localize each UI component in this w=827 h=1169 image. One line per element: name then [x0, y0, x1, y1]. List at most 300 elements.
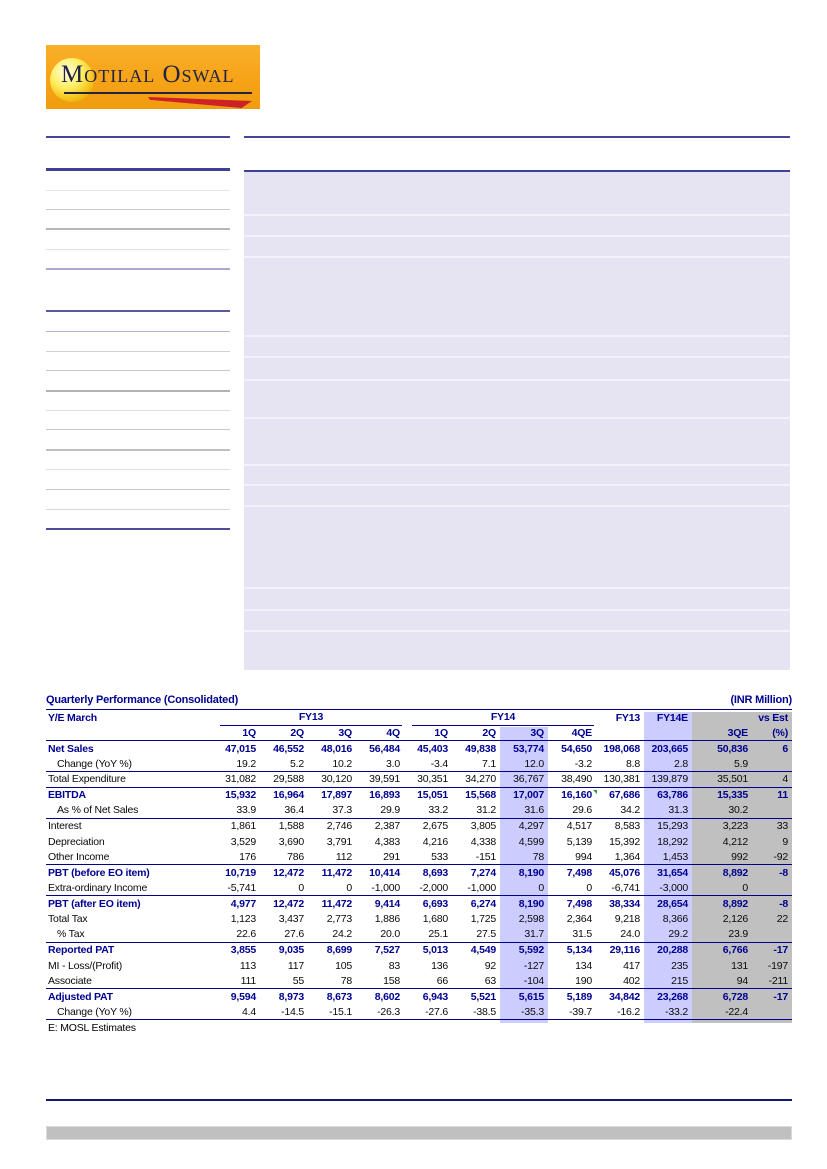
redacted-line: [46, 190, 230, 191]
value-cell: 46,552: [273, 742, 304, 755]
value-cell: 31.6: [524, 804, 544, 817]
value-cell: 35,501: [717, 773, 748, 786]
value-cell: 2,675: [422, 820, 448, 833]
value-cell: 29.6: [572, 804, 592, 817]
value-cell: 8,699: [326, 944, 352, 957]
row-label: MI - Loss/(Profit): [48, 959, 122, 972]
value-cell: 48,016: [321, 742, 352, 755]
redacted-line: [46, 489, 230, 490]
redacted-block-divider: [244, 335, 790, 337]
value-cell: 34,270: [465, 773, 496, 786]
quarter-header: 3Q: [530, 726, 544, 739]
value-cell: 5,139: [566, 835, 592, 848]
value-cell: 12,472: [273, 866, 304, 879]
redacted-line: [46, 331, 230, 332]
value-cell: -211: [768, 974, 788, 987]
value-cell: 12.0: [524, 757, 544, 770]
header-rule-left: [46, 136, 230, 138]
table-row: [46, 803, 792, 819]
value-cell: 39,591: [369, 773, 400, 786]
value-cell: 10,719: [225, 866, 256, 879]
redacted-block-divider: [244, 505, 790, 507]
value-cell: 117: [287, 959, 304, 972]
value-cell: 63: [484, 974, 496, 987]
value-cell: 54,650: [561, 742, 592, 755]
value-cell: 33.9: [236, 804, 256, 817]
footer-gray-bar: [46, 1126, 792, 1140]
value-cell: 4,212: [722, 835, 748, 848]
value-cell: 3,855: [230, 944, 256, 957]
value-cell: 0: [346, 881, 352, 894]
value-cell: -8: [779, 866, 788, 879]
value-cell: -14.5: [281, 1005, 304, 1018]
table-row: [46, 958, 792, 974]
value-cell: 34.2: [620, 804, 640, 817]
row-label: As % of Net Sales: [57, 804, 139, 817]
value-cell: -35.3: [521, 1005, 544, 1018]
row-label: Extra-ordinary Income: [48, 881, 148, 894]
value-cell: 25.1: [428, 928, 448, 941]
value-cell: 3,223: [722, 820, 748, 833]
value-cell: 30,120: [321, 773, 352, 786]
row-label: % Tax: [57, 928, 85, 941]
3qe-header: 3QE: [727, 726, 748, 739]
value-cell: 7,527: [374, 944, 400, 957]
value-cell: 78: [532, 850, 544, 863]
value-cell: -92: [773, 850, 788, 863]
value-cell: 9,414: [374, 897, 400, 910]
value-cell: -38.5: [473, 1005, 496, 1018]
table-row: [46, 912, 792, 928]
fy14e-total-header: FY14E: [656, 712, 688, 724]
value-cell: 17,007: [513, 789, 544, 802]
value-cell: 15,932: [225, 789, 256, 802]
motilal-oswal-logo: [46, 45, 260, 109]
value-cell: 31.7: [524, 928, 544, 941]
value-cell: 139,879: [651, 773, 688, 786]
header-rule-right: [244, 136, 790, 138]
row-label: Associate: [48, 974, 92, 987]
value-cell: 38,490: [561, 773, 592, 786]
value-cell: 4,383: [374, 835, 400, 848]
value-cell: 7.1: [482, 757, 496, 770]
table-row: [46, 1005, 792, 1021]
value-cell: 16,160: [548, 789, 596, 801]
value-cell: 6,274: [470, 897, 496, 910]
value-cell: 45,403: [417, 742, 448, 755]
value-cell: -22.4: [725, 1005, 748, 1018]
redacted-block-divider: [244, 609, 790, 611]
redacted-line: [46, 228, 230, 230]
value-cell: 2,126: [722, 913, 748, 926]
value-cell: 7,274: [470, 866, 496, 879]
value-cell: 55: [292, 974, 304, 987]
quarterly-performance-table: [46, 694, 792, 1036]
value-cell: 12,472: [273, 897, 304, 910]
redacted-block-divider: [244, 630, 790, 632]
value-cell: -197: [767, 959, 788, 972]
value-cell: 1,861: [230, 820, 256, 833]
value-cell: 6: [782, 742, 788, 755]
row-label: Change (YoY %): [57, 757, 132, 770]
value-cell: 20,288: [657, 944, 688, 957]
table-header-row-groups: [46, 710, 792, 725]
redacted-block-divider: [244, 214, 790, 216]
value-cell: 786: [287, 850, 304, 863]
value-cell: -3.2: [574, 757, 592, 770]
ye-march-header: Y/E March: [48, 712, 97, 724]
value-cell: -17: [773, 944, 788, 957]
sidebar-top-rule: [46, 168, 230, 171]
value-cell: 38,334: [609, 897, 640, 910]
value-cell: 8,892: [722, 897, 748, 910]
value-cell: 3.0: [386, 757, 400, 770]
value-cell: 5,592: [518, 944, 544, 957]
redacted-line: [46, 509, 230, 510]
value-cell: 4.4: [242, 1005, 256, 1018]
table-row: [46, 881, 792, 897]
value-cell: 4,549: [470, 944, 496, 957]
value-cell: 4,599: [518, 835, 544, 848]
value-cell: 24.0: [620, 928, 640, 941]
row-label: PBT (after EO item): [48, 897, 141, 910]
quarter-header: 2Q: [482, 726, 496, 739]
value-cell: 33: [776, 820, 788, 833]
value-cell: 4,977: [230, 897, 256, 910]
value-cell: 45,076: [609, 866, 640, 879]
value-cell: 30,351: [417, 773, 448, 786]
value-cell: 134: [575, 959, 592, 972]
value-cell: 994: [575, 850, 592, 863]
value-cell: -8: [779, 897, 788, 910]
value-cell: 158: [383, 974, 400, 987]
value-cell: 15,051: [417, 789, 448, 802]
table-row: [46, 974, 792, 990]
table-row: [46, 788, 792, 804]
redacted-line: [46, 209, 230, 210]
value-cell: 18,292: [657, 835, 688, 848]
value-cell: 112: [335, 850, 352, 863]
value-cell: 10.2: [332, 757, 352, 770]
value-cell: 47,015: [225, 742, 256, 755]
value-cell: 8,602: [374, 990, 400, 1003]
value-cell: 3,791: [326, 835, 352, 848]
value-cell: 3,437: [278, 913, 304, 926]
redacted-line: [46, 310, 230, 312]
value-cell: 78: [340, 974, 352, 987]
value-cell: 30.2: [728, 804, 748, 817]
redacted-block-divider: [244, 417, 790, 419]
logo-red-swoosh-icon: [148, 96, 252, 108]
redacted-block-divider: [244, 256, 790, 258]
value-cell: 533: [431, 850, 448, 863]
value-cell: 23,268: [657, 990, 688, 1003]
value-cell: -1,000: [467, 881, 496, 894]
value-cell: 36.4: [284, 804, 304, 817]
value-cell: 2.8: [674, 757, 688, 770]
value-cell: 235: [671, 959, 688, 972]
value-cell: 49,838: [465, 742, 496, 755]
redacted-line: [46, 469, 230, 470]
value-cell: 50,836: [717, 742, 748, 755]
value-cell: 4,517: [566, 820, 592, 833]
value-cell: 31,654: [657, 866, 688, 879]
value-cell: 291: [383, 850, 400, 863]
value-cell: -5,741: [227, 881, 256, 894]
redacted-line: [46, 410, 230, 411]
redacted-line: [46, 429, 230, 430]
value-cell: 83: [388, 959, 400, 972]
redacted-block-divider: [244, 379, 790, 381]
value-cell: 2,364: [566, 913, 592, 926]
value-cell: 9,035: [278, 944, 304, 957]
value-cell: 29,588: [273, 773, 304, 786]
value-cell: 6,693: [422, 897, 448, 910]
value-cell: 0: [586, 881, 592, 894]
fy14-group-header: FY14: [412, 710, 594, 726]
value-cell: 28,654: [657, 897, 688, 910]
value-cell: 5,013: [422, 944, 448, 957]
row-label: Adjusted PAT: [48, 990, 113, 1003]
value-cell: 23.9: [728, 928, 748, 941]
value-cell: 6,728: [722, 990, 748, 1003]
value-cell: 22: [776, 913, 788, 926]
value-cell: -39.7: [569, 1005, 592, 1018]
value-cell: 11,472: [321, 897, 352, 910]
redacted-block-divider: [244, 484, 790, 486]
value-cell: 1,725: [470, 913, 496, 926]
table-row: [46, 834, 792, 850]
pct-header: (%): [772, 726, 788, 739]
value-cell: 94: [736, 974, 748, 987]
value-cell: -1,000: [371, 881, 400, 894]
row-label: Interest: [48, 820, 82, 833]
value-cell: 6,943: [422, 990, 448, 1003]
value-cell: 2,746: [326, 820, 352, 833]
value-cell: 4,338: [470, 835, 496, 848]
value-cell: 31,082: [225, 773, 256, 786]
value-cell: 5,521: [470, 990, 496, 1003]
value-cell: -6,741: [611, 881, 640, 894]
value-cell: 15,293: [657, 820, 688, 833]
value-cell: 15,392: [609, 835, 640, 848]
value-cell: 9,218: [614, 913, 640, 926]
value-cell: 66: [436, 974, 448, 987]
value-cell: 5.2: [290, 757, 304, 770]
value-cell: 3,805: [470, 820, 496, 833]
value-cell: 190: [575, 974, 592, 987]
value-cell: 111: [240, 974, 256, 987]
table-row: [46, 896, 792, 912]
row-label: Depreciation: [48, 835, 105, 848]
redacted-line: [46, 449, 230, 451]
value-cell: 8,892: [722, 866, 748, 879]
value-cell: 17,897: [321, 789, 352, 802]
table-row: [46, 865, 792, 881]
value-cell: 8,366: [662, 913, 688, 926]
quarter-header: 1Q: [242, 726, 256, 739]
value-cell: 24.2: [332, 928, 352, 941]
value-cell: 0: [742, 881, 748, 894]
value-cell: 4,297: [518, 820, 544, 833]
value-cell: 0: [538, 881, 544, 894]
value-cell: 63,786: [657, 789, 688, 802]
redacted-block-divider: [244, 356, 790, 358]
table-title: Quarterly Performance (Consolidated): [46, 694, 239, 706]
value-cell: 19.2: [236, 757, 256, 770]
value-cell: 6,766: [722, 944, 748, 957]
row-label: PBT (before EO item): [48, 866, 150, 879]
row-label: Change (YoY %): [57, 1005, 132, 1018]
value-cell: 5.9: [734, 757, 748, 770]
value-cell: 29.9: [380, 804, 400, 817]
value-cell: 0: [298, 881, 304, 894]
value-cell: 8.8: [626, 757, 640, 770]
value-cell: 5,189: [566, 990, 592, 1003]
value-cell: 5,615: [518, 990, 544, 1003]
table-row: [46, 927, 792, 943]
value-cell: -27.6: [425, 1005, 448, 1018]
value-cell: 1,886: [374, 913, 400, 926]
footer-rule: [46, 1099, 792, 1101]
fy13-group-header: FY13: [220, 710, 402, 726]
value-cell: 53,774: [513, 742, 544, 755]
value-cell: 9,594: [230, 990, 256, 1003]
value-cell: 2,598: [518, 913, 544, 926]
value-cell: -151: [475, 850, 496, 863]
value-cell: 16,964: [273, 789, 304, 802]
redacted-line: [46, 351, 230, 352]
value-cell: 4,216: [422, 835, 448, 848]
value-cell: 8,190: [518, 897, 544, 910]
value-cell: 37.3: [332, 804, 352, 817]
quarter-header: 4Q: [386, 726, 400, 739]
value-cell: 402: [623, 974, 640, 987]
logo-brand-text: Motilal Oswal: [61, 61, 235, 88]
quarter-header: 4QE: [571, 726, 592, 739]
value-cell: 5,134: [566, 944, 592, 957]
value-cell: 11: [777, 789, 788, 802]
value-cell: 15,568: [465, 789, 496, 802]
value-cell: 130,381: [603, 773, 640, 786]
value-cell: 8,673: [326, 990, 352, 1003]
value-cell: 92: [484, 959, 496, 972]
value-cell: 136: [431, 959, 448, 972]
redacted-line: [46, 249, 230, 250]
value-cell: 417: [623, 959, 640, 972]
value-cell: 198,068: [603, 742, 640, 755]
value-cell: 3,529: [230, 835, 256, 848]
value-cell: 1,680: [422, 913, 448, 926]
table-row: [46, 943, 792, 959]
value-cell: -127: [523, 959, 544, 972]
value-cell: -17: [773, 990, 788, 1003]
value-cell: 36,767: [513, 773, 544, 786]
value-cell: 34,842: [609, 990, 640, 1003]
value-cell: 3,690: [278, 835, 304, 848]
value-cell: 67,686: [609, 789, 640, 802]
value-cell: 131: [731, 959, 748, 972]
value-cell: 1,453: [662, 850, 688, 863]
value-cell: 992: [731, 850, 748, 863]
value-cell: 10,414: [369, 866, 400, 879]
value-cell: 176: [239, 850, 256, 863]
value-cell: 203,665: [651, 742, 688, 755]
value-cell: 8,190: [518, 866, 544, 879]
fy13-total-header: FY13: [615, 712, 640, 724]
value-cell: 7,498: [566, 897, 592, 910]
row-label: Other Income: [48, 850, 110, 863]
row-label: Reported PAT: [48, 944, 115, 957]
value-cell: 1,588: [278, 820, 304, 833]
value-cell: 31.2: [476, 804, 496, 817]
redacted-block-divider: [244, 235, 790, 237]
value-cell: 113: [239, 959, 256, 972]
value-cell: -3,000: [659, 881, 688, 894]
table-row: [46, 819, 792, 835]
redacted-line: [46, 268, 230, 270]
value-cell: 22.6: [236, 928, 256, 941]
value-cell: 29.2: [668, 928, 688, 941]
redacted-line: [46, 370, 230, 371]
logo-underline: [64, 92, 252, 94]
value-cell: 2,387: [374, 820, 400, 833]
value-cell: 105: [335, 959, 352, 972]
table-footnote: E: MOSL Estimates: [48, 1022, 136, 1034]
value-cell: -2,000: [419, 881, 448, 894]
redacted-content-block: [244, 170, 790, 670]
quarter-header: 3Q: [338, 726, 352, 739]
value-cell: 7,498: [566, 866, 592, 879]
value-cell: 31.3: [668, 804, 688, 817]
value-cell: -104: [523, 974, 544, 987]
value-cell: -33.2: [665, 1005, 688, 1018]
value-cell: -26.3: [377, 1005, 400, 1018]
table-row: [46, 989, 792, 1005]
quarter-header: 2Q: [290, 726, 304, 739]
redacted-block-divider: [244, 587, 790, 589]
value-cell: 56,484: [369, 742, 400, 755]
value-cell: 33.2: [428, 804, 448, 817]
value-cell: 27.5: [476, 928, 496, 941]
table-unit-label: (INR Million): [730, 694, 792, 706]
table-header-row-quarters: [46, 725, 792, 740]
value-cell: 1,364: [614, 850, 640, 863]
table-row: [46, 741, 792, 757]
value-cell: 31.5: [572, 928, 592, 941]
value-cell: -15.1: [329, 1005, 352, 1018]
table-row: [46, 757, 792, 773]
row-label: Total Tax: [48, 913, 88, 926]
value-cell: 15,335: [717, 789, 748, 802]
table-row: [46, 850, 792, 866]
value-cell: 16,893: [369, 789, 400, 802]
value-cell: 2,773: [326, 913, 352, 926]
redacted-block-divider: [244, 464, 790, 466]
row-label: EBITDA: [48, 789, 86, 802]
row-label: Net Sales: [48, 742, 94, 755]
value-cell: 27.6: [284, 928, 304, 941]
row-label: Total Expenditure: [48, 773, 126, 786]
table-row: [46, 772, 792, 788]
value-cell: 8,583: [614, 820, 640, 833]
redacted-line: [46, 528, 230, 530]
value-cell: 8,973: [278, 990, 304, 1003]
value-cell: 215: [671, 974, 688, 987]
value-cell: 8,693: [422, 866, 448, 879]
value-cell: 29,116: [609, 944, 640, 957]
value-cell: 9: [782, 835, 788, 848]
